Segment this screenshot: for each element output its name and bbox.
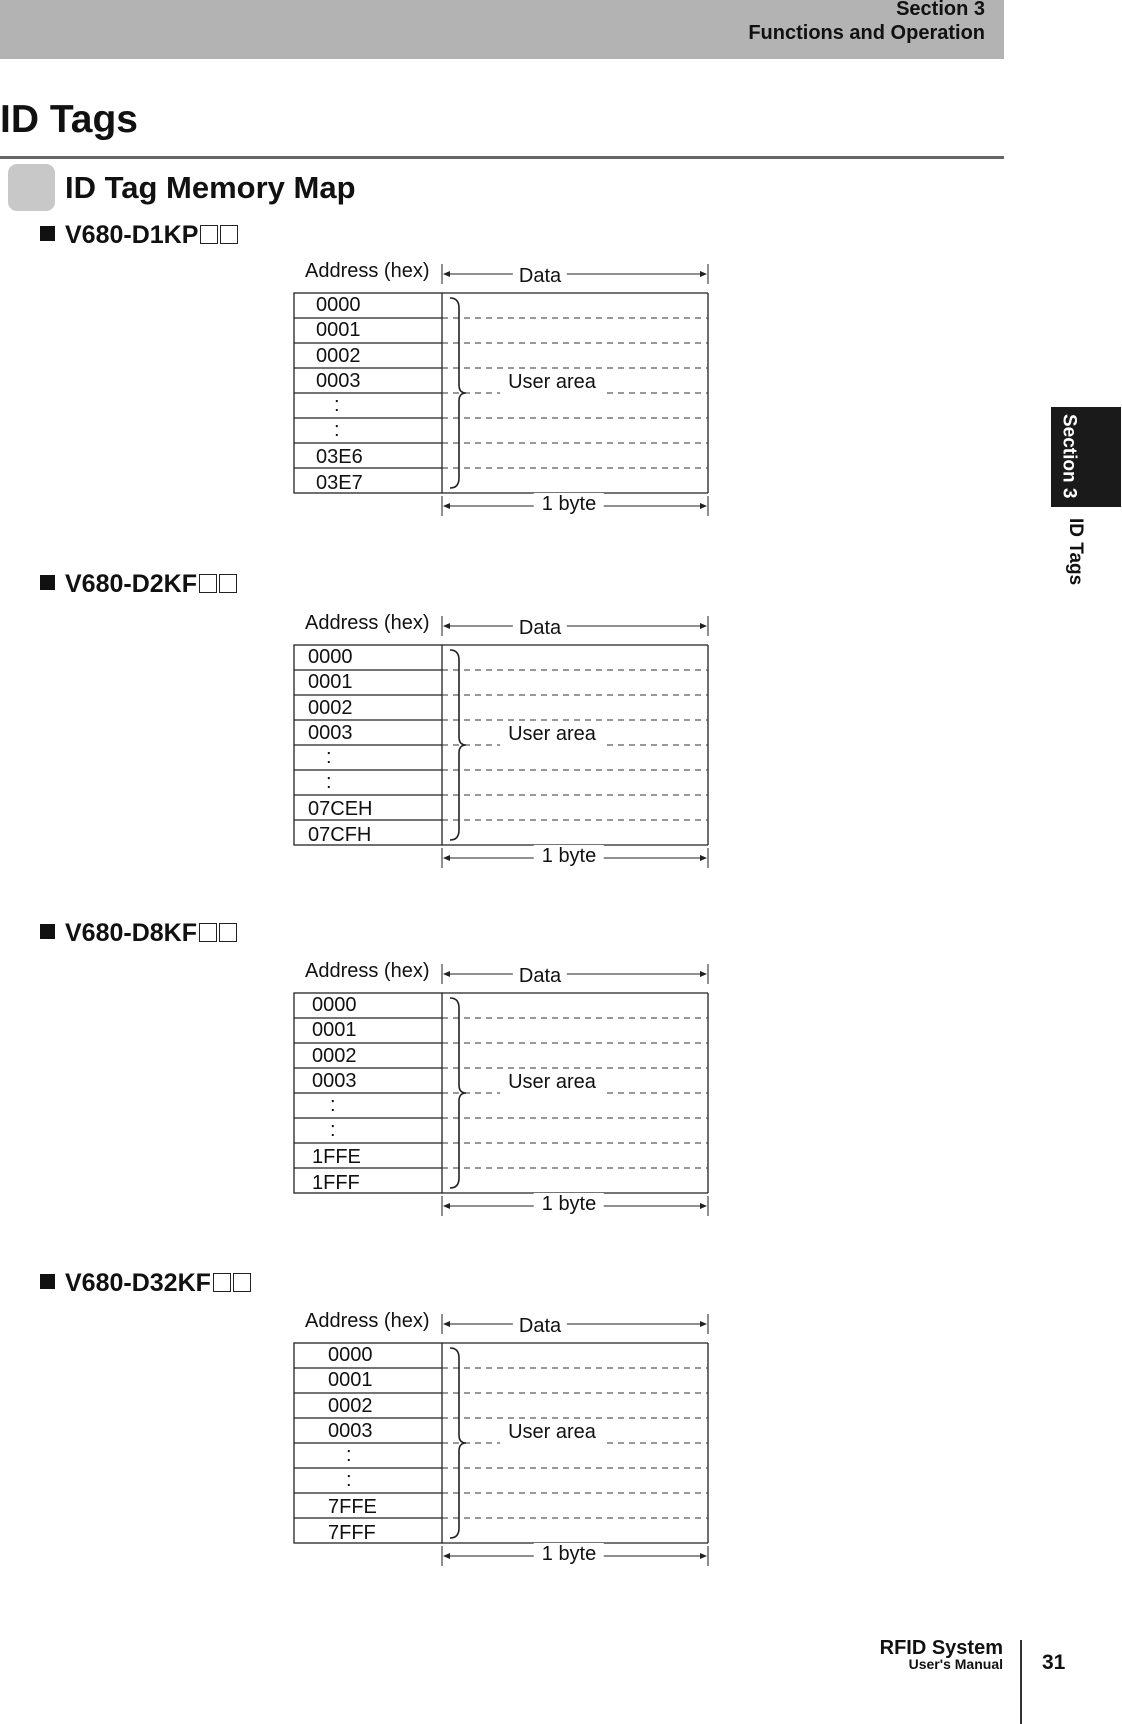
address-cell: 0002 xyxy=(308,697,353,719)
bullet-square-icon xyxy=(40,1274,55,1289)
address-cell: 0003 xyxy=(328,1420,373,1442)
address-header: Address (hex) xyxy=(305,612,430,634)
placeholder-box-icon xyxy=(213,1273,231,1292)
address-ellipsis: : xyxy=(326,771,332,793)
data-label: Data xyxy=(513,265,567,288)
header-chapter: Functions and Operation xyxy=(748,22,985,44)
address-cell: 03E7 xyxy=(316,472,363,494)
address-header: Address (hex) xyxy=(305,1310,430,1332)
byte-dimension-arrow-right xyxy=(700,855,707,861)
data-label: Data xyxy=(513,965,567,988)
model-name: V680-D1KP xyxy=(65,221,199,249)
byte-width-label: 1 byte xyxy=(534,1543,604,1566)
model-name: V680-D2KF xyxy=(65,570,197,598)
address-cell: 0002 xyxy=(328,1395,373,1417)
side-tab-section: Section 3 xyxy=(1058,413,1080,499)
address-ellipsis: : xyxy=(326,746,332,768)
address-cell: 0003 xyxy=(312,1070,357,1092)
byte-width-label: 1 byte xyxy=(534,845,604,868)
data-dimension-arrow-left xyxy=(443,1321,450,1327)
address-ellipsis: : xyxy=(346,1469,352,1491)
memory-map-d32kf xyxy=(290,1310,710,1580)
bullet-square-icon xyxy=(40,924,55,939)
header-section: Section 3 xyxy=(896,0,985,20)
model-name: V680-D8KF xyxy=(65,919,197,947)
section-marker-icon xyxy=(8,164,55,211)
memory-map-d1kp xyxy=(290,260,710,530)
address-cell: 0000 xyxy=(312,994,357,1016)
address-ellipsis: : xyxy=(330,1094,336,1116)
address-ellipsis: : xyxy=(334,394,340,416)
user-area-label: User area xyxy=(500,1071,604,1094)
address-cell: 0000 xyxy=(316,294,361,316)
data-dimension-arrow-left xyxy=(443,971,450,977)
address-cell: 0003 xyxy=(316,370,361,392)
user-area-label: User area xyxy=(500,1421,604,1444)
data-dimension-arrow-right xyxy=(700,271,707,277)
user-area-label: User area xyxy=(500,371,604,394)
placeholder-box-icon xyxy=(219,923,237,942)
model-heading-d32kf xyxy=(40,1269,251,1298)
placeholder-box-icon xyxy=(199,923,217,942)
address-cell: 7FFE xyxy=(328,1496,377,1518)
byte-dimension-arrow-right xyxy=(700,1553,707,1559)
bullet-square-icon xyxy=(40,226,55,241)
data-dimension-arrow-right xyxy=(700,971,707,977)
address-cell: 0001 xyxy=(312,1019,357,1041)
address-cell: 0001 xyxy=(316,319,361,341)
placeholder-box-icon xyxy=(220,225,238,244)
placeholder-box-icon xyxy=(233,1273,251,1292)
address-header: Address (hex) xyxy=(305,260,430,282)
address-ellipsis: : xyxy=(330,1119,336,1141)
byte-width-label: 1 byte xyxy=(534,493,604,516)
address-cell: 7FFF xyxy=(328,1522,376,1544)
data-label: Data xyxy=(513,617,567,640)
side-tab-title: ID Tags xyxy=(1065,518,1086,586)
memory-map-d2kf xyxy=(290,612,710,882)
data-dimension-arrow-right xyxy=(700,1321,707,1327)
page-number: 31 xyxy=(1042,1651,1066,1674)
address-cell: 07CFH xyxy=(308,824,372,846)
placeholder-box-icon xyxy=(200,225,218,244)
address-cell: 0001 xyxy=(308,671,353,693)
footer-product: RFID System xyxy=(879,1637,1003,1659)
data-dimension-arrow-right xyxy=(700,623,707,629)
user-area-label: User area xyxy=(500,723,604,746)
model-name: V680-D32KF xyxy=(65,1269,211,1297)
address-cell: 0001 xyxy=(328,1369,373,1391)
page-title: ID Tags xyxy=(0,98,138,141)
address-ellipsis: : xyxy=(346,1444,352,1466)
address-ellipsis: : xyxy=(334,419,340,441)
address-cell: 0002 xyxy=(312,1045,357,1067)
placeholder-box-icon xyxy=(199,574,217,593)
address-cell: 03E6 xyxy=(316,446,363,468)
address-cell: 0002 xyxy=(316,345,361,367)
byte-dimension-arrow-right xyxy=(700,1203,707,1209)
byte-width-label: 1 byte xyxy=(534,1193,604,1216)
memory-map-d8kf xyxy=(290,960,710,1230)
footer-manual: User's Manual xyxy=(908,1656,1003,1672)
byte-dimension-arrow-left xyxy=(443,855,450,861)
address-cell: 0003 xyxy=(308,722,353,744)
bullet-square-icon xyxy=(40,575,55,590)
placeholder-box-icon xyxy=(219,574,237,593)
byte-dimension-arrow-left xyxy=(443,1553,450,1559)
address-cell: 0000 xyxy=(328,1344,373,1366)
address-cell: 1FFE xyxy=(312,1146,361,1168)
address-cell: 1FFF xyxy=(312,1172,360,1194)
byte-dimension-arrow-left xyxy=(443,503,450,509)
data-dimension-arrow-left xyxy=(443,271,450,277)
data-label: Data xyxy=(513,1315,567,1338)
footer-divider xyxy=(1020,1640,1022,1724)
address-cell: 0000 xyxy=(308,646,353,668)
model-heading-d2kf xyxy=(40,570,237,599)
address-cell: 07CEH xyxy=(308,798,373,820)
section-title: ID Tag Memory Map xyxy=(65,170,356,205)
model-heading-d1kp xyxy=(40,221,238,250)
byte-dimension-arrow-left xyxy=(443,1203,450,1209)
data-dimension-arrow-left xyxy=(443,623,450,629)
address-header: Address (hex) xyxy=(305,960,430,982)
title-rule xyxy=(0,156,1004,159)
byte-dimension-arrow-right xyxy=(700,503,707,509)
model-heading-d8kf xyxy=(40,919,237,948)
